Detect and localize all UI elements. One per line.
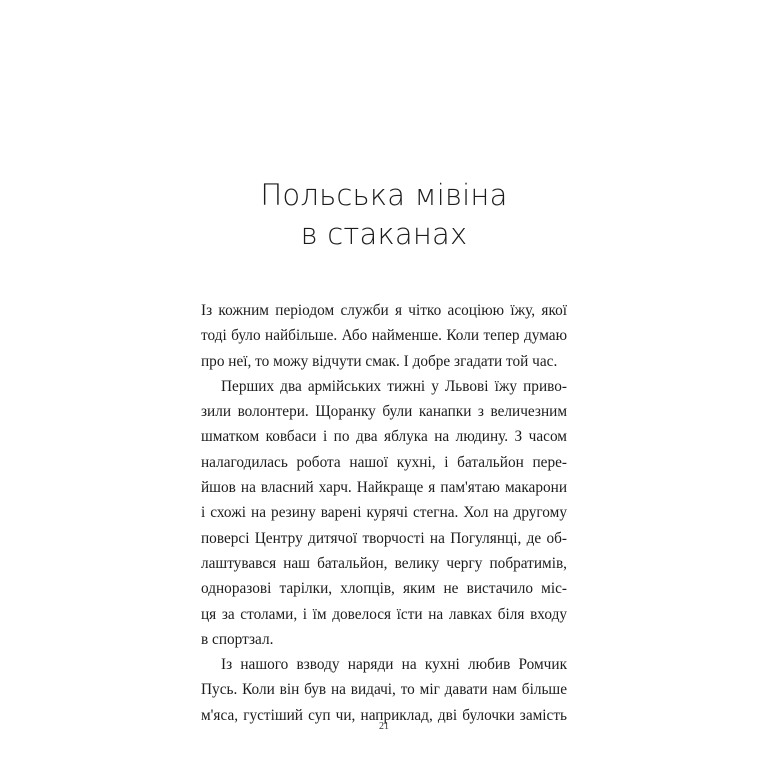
paragraph-2-line-4: налагодилась робота нашої кухні, і батальйон пере- <box>201 453 567 471</box>
paragraph-1-line-3: про неї, то можу відчути смак. І добре згадати той час. <box>201 352 558 370</box>
paragraph-1-line-1: Із кожним періодом служби я чітко асоціюю їжу, якої <box>201 302 567 319</box>
paragraph-2-line-1: Перших два армійських тижні у Львові їжу приво- <box>221 377 567 395</box>
paragraph-2-line-8: лаштувався наш батальйон, велику чергу побратимів, <box>201 554 567 572</box>
paragraph-2-line-7: поверсі Центру дитячої творчості на Погулянці, де об- <box>201 529 567 547</box>
paragraph-2-line-10: ця за столами, і їм довелося їсти на лавках біля входу <box>201 605 567 623</box>
paragraph-2-line-3: шматком ковбаси і по два яблука на людину. З часом <box>201 428 567 446</box>
page-number: 21 <box>379 721 389 732</box>
chapter-title-line-1: Польська мівіна <box>260 178 508 212</box>
paragraph-2-line-6: і схожі на резину варені курячі стегна. Хол на другому <box>201 504 567 522</box>
paragraph-2-line-5: йшов на власний харч. Найкраще я пам'ятаю макарони <box>201 479 567 497</box>
paragraph-3-line-1: Із нашого взводу наряди на кухні любив Ромчик <box>221 656 567 674</box>
paragraph-2-line-11: в спортзал. <box>201 630 274 648</box>
chapter-body <box>201 298 567 728</box>
paragraph-3-line-3: м'яса, густіший суп чи, наприклад, дві булочки замість <box>201 706 567 724</box>
paragraph-2-line-2: зили волонтери. Щоранку були канапки з величезним <box>201 403 567 421</box>
chapter-title-line-2: в стаканах <box>300 217 468 251</box>
paragraph-1-line-2: тоді було найбільше. Або найменше. Коли тепер думаю <box>201 327 567 345</box>
chapter-title <box>0 176 768 254</box>
paragraph-2-line-9: одноразові тарілки, хлопців, яким не вистачило міс- <box>201 580 567 598</box>
paragraph-3-line-2: Пусь. Коли він був на видачі, то міг давати нам більше <box>201 681 567 699</box>
